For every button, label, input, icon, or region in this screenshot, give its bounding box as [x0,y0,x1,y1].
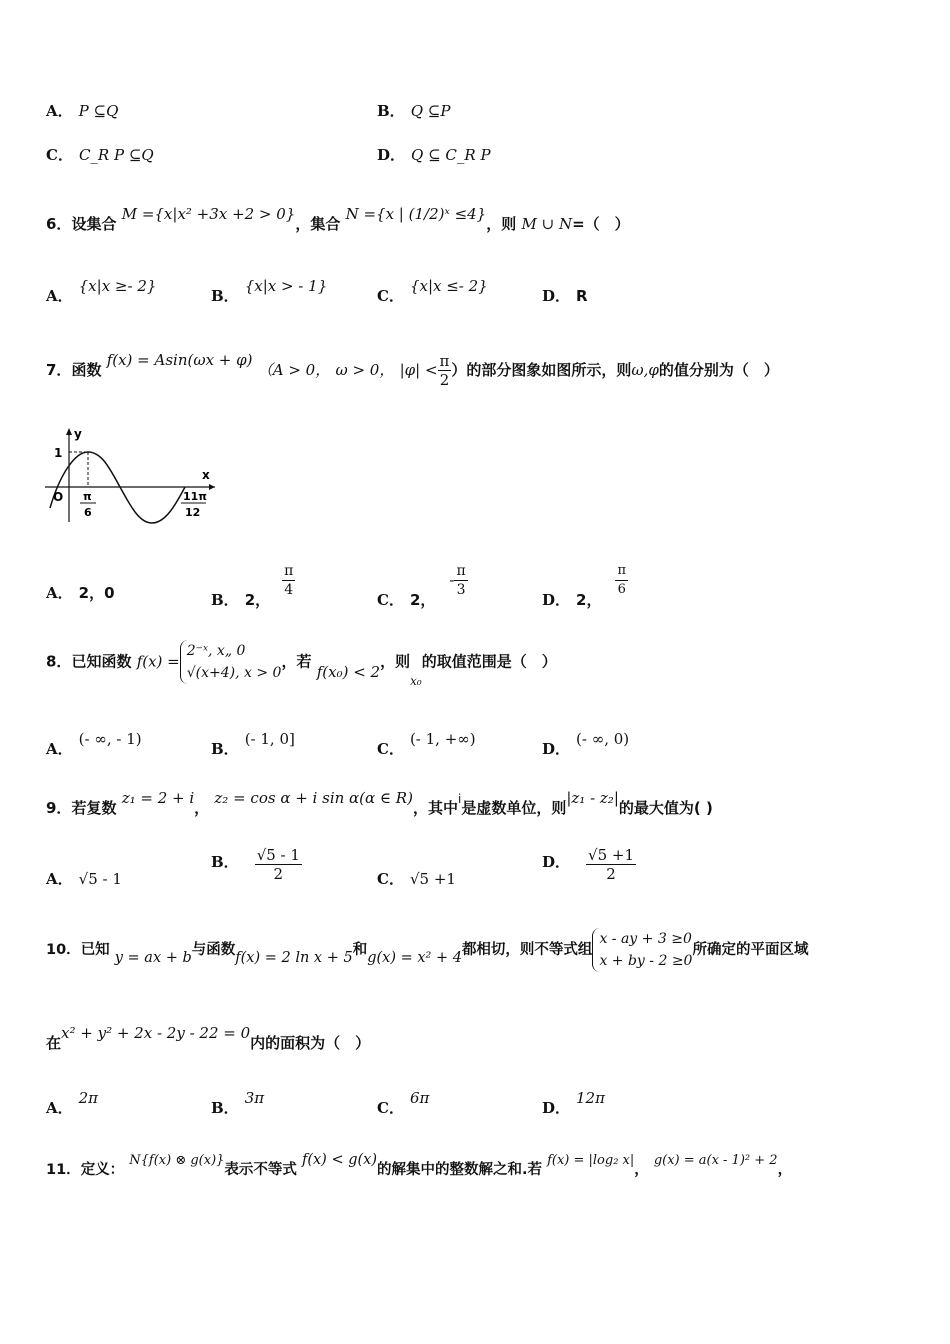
g-def: g(x) = a(x - 1)² + 2 [653,1153,778,1168]
option-text: 6π [409,1089,430,1107]
q10-option-d[interactable] [542,1089,605,1118]
option-label: A． [46,870,73,888]
question-6 [46,205,630,234]
option-text: 2， [576,590,602,609]
option-text: Q ⊆ C_R P [411,146,491,164]
question-text: 设集合 [71,215,117,233]
inequality-system [592,928,692,972]
q6-option-d[interactable] [542,285,588,306]
q7-option-d[interactable] [542,562,628,609]
q9-option-d[interactable] [542,846,636,883]
q5-option-b[interactable] [377,100,450,121]
circle-eq: x² + y² + 2x - 2y - 22 = 0 [61,1024,251,1042]
denominator: 2 [439,371,450,389]
option-label: C． [377,870,404,888]
option-label: B． [211,740,239,758]
denominator: 2 [273,865,284,883]
option-text: Q ⊆P [410,102,451,120]
question-text: 所确定的平面区域 [692,942,809,958]
separator: ， [777,1162,793,1178]
question-11 [46,1152,793,1179]
fraction [615,562,628,599]
q10-option-b[interactable] [211,1089,265,1118]
question-number: 11． [46,1162,81,1178]
question-text: =（ ） [572,215,630,233]
set-m: M ={x|x² +3x +2 > 0} [121,205,296,223]
option-label: C． [377,1099,404,1117]
condition: |φ| < [399,361,438,379]
question-text: 已知 [80,942,110,958]
x-axis-arrow [209,484,215,490]
option-text: (- 1, 0] [244,730,295,748]
option-text: {x|x ≤- 2} [409,277,488,295]
option-text: (- 1, +∞) [409,730,476,748]
question-text: 函数 [71,361,102,379]
option-text: 3π [244,1089,265,1107]
denominator: 6 [617,582,626,597]
q9-option-b[interactable] [211,846,302,883]
option-text: {x|x > - 1} [244,277,328,295]
question-text: 的最大值为( ) [618,799,713,817]
option-label: C． [377,287,404,305]
option-label: A． [46,584,73,602]
option-label: D． [542,590,571,609]
set-n: N ={x | (1/2)ˣ ≤4} [345,205,487,223]
question-text: 是虚数单位，则 [461,799,567,817]
option-text: √5 +1 [409,870,456,888]
q5-option-a[interactable] [46,100,118,121]
q10-option-a[interactable] [46,1089,99,1118]
option-text: R [576,287,588,305]
q5-option-d[interactable] [377,144,491,165]
question-text: 已知函数 [71,652,132,671]
modulus-expr: |z₁ - z₂| [566,789,619,807]
question-8 [46,640,557,688]
option-label: D． [377,146,406,164]
question-text: 的解集中的整数解之和.若 [376,1162,542,1178]
fraction [454,562,467,599]
imaginary-unit: i [457,792,462,806]
question-number: 8． [46,652,72,671]
question-text: ，则 [380,652,411,671]
question-text: 定义： [80,1162,125,1178]
numerator: π [456,563,466,579]
q7-option-a[interactable] [46,582,115,603]
x-tick1-num: π [83,490,92,503]
tangent-line: y = ax + b [114,950,192,966]
case-2: √(x+4), x > 0 [186,665,282,681]
question-number: 9． [46,799,72,817]
option-text: 2， [409,590,436,609]
variables: ω,φ [631,361,659,379]
f-def: f(x) = 2 ln x + 5 [235,950,353,966]
denominator: 3 [456,582,466,598]
question-10-line-2 [46,1024,371,1053]
fraction [586,846,636,883]
question-number: 7． [46,361,72,379]
question-text: 的取值范围是（ ） [421,652,557,671]
question-text: 的值分别为（ ） [658,361,779,379]
condition: f(x₀) < 2 [316,662,381,681]
condition: （A > 0， [257,361,331,379]
question-text: ，集合 [295,215,341,233]
question-text: 和 [352,942,368,958]
question-number: 10． [46,942,81,958]
n-operator-expr: N{f(x) ⊗ g(x)} [129,1153,225,1168]
question-text: 内的面积为（ ） [250,1034,371,1052]
q6-option-b[interactable] [211,277,328,306]
case-1: 2⁻ˣ, x„ 0 [186,643,246,659]
q7-option-b[interactable] [211,562,295,609]
question-text: 表示不等式 [224,1162,297,1178]
function-expr: f(x) = [136,652,180,671]
option-label: C． [46,146,73,164]
numerator: π [439,352,450,370]
q7-option-c[interactable] [377,562,468,609]
option-text: 2π [78,1089,99,1107]
question-text: 若复数 [71,799,117,817]
q9-option-a[interactable] [46,868,122,889]
numerator: √5 - 1 [256,846,300,864]
question-9 [46,789,713,818]
q5-option-c[interactable] [46,144,154,165]
option-label: B． [211,287,239,305]
x-tick2-num: 11π [183,490,208,503]
option-label: D． [542,740,571,758]
q8-option-c[interactable] [377,730,476,759]
option-label: B． [211,852,239,871]
q6-option-c[interactable] [377,277,488,306]
denominator: 2 [606,865,616,883]
option-text: {x|x ≥- 2} [78,277,157,295]
option-text: C_R P ⊆Q [78,146,154,164]
minus-sign: - [449,570,455,589]
option-text: P ⊆Q [78,102,119,120]
option-text: (- ∞, 0) [576,730,630,748]
option-label: A． [46,740,73,758]
y-axis-arrow [66,428,72,435]
inequality-2: x + by - 2 ≥0 [599,953,693,969]
separator: ， [634,1162,649,1178]
option-label: A． [46,287,73,305]
q9-option-c[interactable] [377,868,456,889]
x-tick2-den: 12 [185,506,201,519]
function-expr: f(x) = Asin(ωx + φ) [106,351,253,369]
origin-label: O [53,490,64,504]
f-def: f(x) = |log₂ x| [547,1153,635,1168]
option-label: B． [211,590,239,609]
fraction [255,846,302,883]
question-text: 与函数 [191,942,236,958]
z2-def: z₂ = cos α + i sin α(α ∈ R) [214,789,413,807]
sine-graph [40,424,220,526]
option-label: B． [377,102,405,120]
option-text: 2， [244,590,271,609]
option-label: C． [377,590,404,609]
y-axis-label: y [74,427,82,441]
option-label: D． [542,287,571,305]
option-label: C． [377,740,404,758]
option-label: A． [46,102,73,120]
union-expr: M ∪ N [521,215,573,233]
x-axis-label: x [202,468,210,482]
question-number: 6． [46,215,72,233]
q8-option-d[interactable] [542,730,630,759]
separator: ， [194,799,210,817]
option-label: D． [542,1099,571,1117]
inequality-1: x - ay + 3 ≥0 [599,931,692,947]
option-text: √5 - 1 [78,870,122,888]
g-def: g(x) = x² + 4 [367,950,462,966]
question-7 [46,352,779,389]
question-text: ）的部分图象如图所示，则 [451,361,632,379]
question-text: ，若 [281,652,312,671]
denominator: 4 [284,582,294,598]
numerator: π [615,562,628,581]
question-text: ，其中 [412,799,458,817]
x-tick1-den: 6 [84,506,92,519]
question-text: 都相切，则不等式组 [461,942,593,958]
fraction [438,352,452,389]
question-10 [46,928,808,972]
piecewise-cases [180,640,282,684]
option-label: A． [46,1099,73,1117]
option-label: D． [542,852,571,871]
q8-option-a[interactable] [46,730,142,759]
q6-option-a[interactable] [46,277,157,306]
option-text: 2，0 [78,584,115,602]
y-tick-label: 1 [54,446,63,460]
option-label: B． [211,1099,239,1117]
question-text: ，则 [486,215,517,233]
question-text: 在 [46,1034,62,1052]
fraction [282,562,295,599]
option-text: 12π [576,1089,605,1107]
option-text: (- ∞, - 1) [78,730,142,748]
inequality: f(x) < g(x) [301,1152,377,1168]
numerator: π [284,563,294,579]
q10-option-c[interactable] [377,1089,430,1118]
numerator: √5 +1 [588,846,634,864]
condition: ω > 0， [335,361,395,379]
variable: x₀ [410,673,422,688]
q8-option-b[interactable] [211,730,295,759]
z1-def: z₁ = 2 + i [121,789,195,807]
